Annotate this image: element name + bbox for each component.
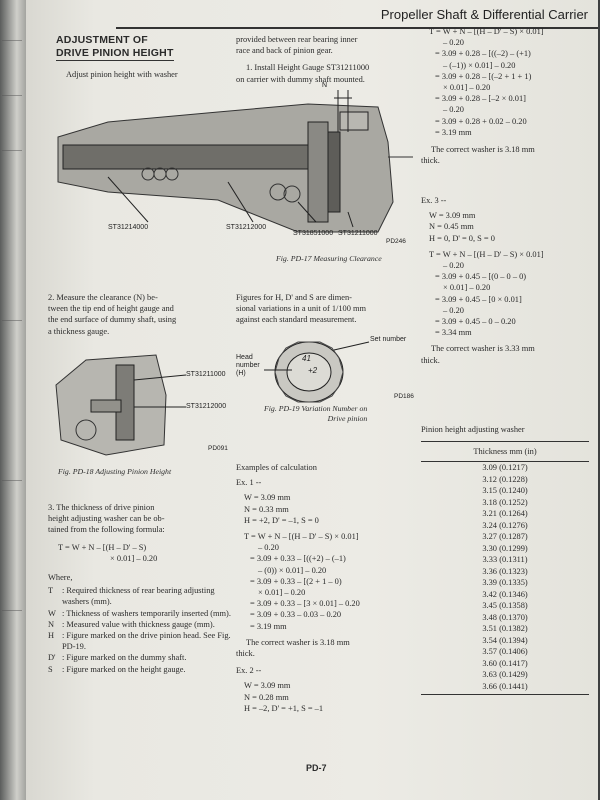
definition-key: W [48, 608, 56, 618]
figure-caption: Fig. PD-18 Adjusting Pinion Height [58, 467, 172, 476]
table-row [421, 474, 589, 486]
text-line: tained from the following formula: [48, 525, 165, 535]
table-header: Thickness mm (in) [421, 442, 589, 462]
label-line: (H) [236, 370, 246, 377]
caption-line: Fig. PD-19 Variation Number on [264, 404, 368, 413]
table-cell: 3.60 (0.1417) [482, 658, 528, 668]
table-cell: 3.48 (0.1370) [482, 612, 528, 622]
table-row [421, 566, 589, 578]
text-line: – (–1)) × 0.01] – 0.20 [443, 60, 516, 70]
washer-rows [421, 462, 589, 692]
table-cell: 3.39 (0.1335) [482, 578, 528, 588]
formula-line: T = W + N – [(H – D' – S) [58, 542, 147, 552]
table-cell: 3.57 (0.1406) [482, 647, 528, 657]
text-line: = 3.09 + 0.33 – [((+2) – (–1) [250, 554, 346, 564]
text-line: = 3.09 + 0.45 – [(0 – 0 – 0) [435, 272, 527, 282]
text-line: T = W + N – [(H – D' – S) × 0.01] [429, 249, 544, 259]
definition-item [48, 664, 238, 675]
text-line: = 3.09 + 0.33 – 0.03 – 0.20 [250, 610, 342, 620]
definition-key: D' [48, 653, 56, 663]
text-line: thick. [236, 649, 255, 659]
text-line: N = 0.28 mm [244, 692, 289, 702]
pinion-number-1: 41 [302, 354, 311, 363]
example-label: Ex. 2 -- [236, 666, 262, 676]
text-line: × 0.01] – 0.20 [258, 588, 306, 598]
table-row [421, 646, 589, 658]
text-line: thick. [421, 355, 440, 365]
header-title: Propeller Shaft & Differential Carrier [380, 7, 588, 22]
text-line: = 3.09 + 0.28 – [((–2) – (+1) [435, 49, 531, 59]
text-line: the end surface of dummy shaft, using [48, 315, 177, 325]
example-2-result [421, 144, 598, 166]
part-label: ST31851000 [293, 230, 334, 237]
table-row [421, 554, 589, 566]
where-label: Where, [48, 573, 73, 583]
text-line: a thickness gauge. [48, 326, 110, 336]
formula-line: × 0.01] – 0.20 [110, 553, 158, 563]
example-label: Ex. 3 -- [421, 196, 447, 205]
text-line: provided between rear bearing inner [236, 35, 358, 44]
table-cell: 3.24 (0.1276) [482, 520, 528, 530]
text-line: race and back of pinion gear. [236, 46, 333, 56]
text-line: The correct washer is 3.18 mm [246, 637, 350, 647]
figure-pd19 [234, 330, 424, 440]
table-row [421, 508, 589, 520]
definition-value: : Required thickness of rear bearing adjusting washers (mm). [62, 586, 215, 607]
table-cell: 3.45 (0.1358) [482, 601, 528, 611]
text-line: = 3.09 + 0.45 – [0 × 0.01] [435, 294, 522, 304]
table-row [421, 520, 589, 532]
table-row [421, 577, 589, 589]
definition-item [48, 619, 238, 630]
section-title-line2: DRIVE PINION HEIGHT [56, 47, 174, 59]
table-cell: 3.36 (0.1323) [482, 566, 528, 576]
text-line: The correct washer is 3.33 mm [431, 344, 535, 354]
table-cell: 3.54 (0.1394) [482, 635, 528, 645]
text-line: = 3.09 + 0.45 – 0 – 0.20 [435, 317, 516, 327]
washer-table [421, 424, 589, 695]
step2-text [48, 292, 238, 337]
text-line: T = W + N – [(H – D' – S) × 0.01] [429, 27, 544, 36]
text-line: W = 3.09 mm [244, 493, 291, 503]
text-line: = 3.19 mm [250, 621, 287, 631]
figure-pd18 [46, 345, 241, 485]
definition-key: T [48, 586, 54, 596]
page-number: PD-7 [306, 763, 327, 773]
definition-item [48, 652, 238, 663]
table-row [421, 485, 589, 497]
text-line: 1. Install Height Gauge ST31211000 [246, 63, 370, 73]
text-line: H = –2, D' = +1, S = –1 [244, 703, 324, 713]
text-line: N = 0.33 mm [244, 504, 289, 514]
examples-section [236, 462, 426, 714]
definition-key: N [48, 619, 55, 629]
intro-text: Adjust pinion height with washer [66, 70, 178, 79]
label-line: Head [236, 354, 253, 361]
table-row [421, 612, 589, 624]
figure-code: PD091 [208, 445, 228, 452]
text-line: Figures for H, D' and S are dimen- [236, 293, 352, 302]
definition-item [48, 630, 238, 652]
text-line: against each standard measurement. [236, 315, 357, 325]
manual-page [26, 0, 598, 800]
text-line: sional variations in a unit of 1/100 mm [236, 304, 367, 314]
table-cell: 3.33 (0.1311) [482, 555, 528, 565]
text-line: – 0.20 [443, 305, 464, 315]
example-label: Ex. 1 -- [236, 478, 262, 488]
figures-text [236, 292, 426, 326]
table-cell: 3.15 (0.1240) [482, 486, 528, 496]
adjacent-page-edge [0, 0, 28, 800]
figure-code: PD186 [394, 393, 414, 400]
col2-top-text [236, 34, 426, 85]
table-row [421, 531, 589, 543]
table-row [421, 462, 589, 474]
set-number-label: Set number [370, 336, 407, 343]
text-line: – 0.20 [258, 543, 279, 553]
label-line: number [236, 362, 260, 369]
part-label: ST31212000 [226, 224, 267, 231]
step3-text [48, 502, 238, 675]
figure-code: PD246 [386, 238, 406, 245]
text-line: height adjusting washer can be ob- [48, 514, 165, 524]
part-label: ST31214000 [108, 224, 149, 231]
table-cell: 3.27 (0.1287) [482, 532, 528, 542]
text-line: = 3.34 mm [435, 328, 472, 338]
examples-title: Examples of calculation [236, 463, 317, 472]
example-3 [421, 195, 598, 366]
text-line: = 3.09 + 0.33 – [(2 + 1 – 0) [250, 576, 342, 586]
example-3-body [421, 210, 598, 366]
table-cell: 3.66 (0.1441) [482, 681, 528, 691]
section-title [56, 34, 174, 61]
text-line: H = +2, D' = –1, S = 0 [244, 515, 319, 525]
text-line: – 0.20 [443, 261, 464, 271]
table-row [421, 658, 589, 670]
head-number-label [236, 354, 260, 378]
table-row [421, 497, 589, 509]
text-line: = 3.09 + 0.28 + 0.02 – 0.20 [435, 116, 527, 126]
example-1 [236, 492, 426, 659]
table-cell: 3.63 (0.1429) [482, 670, 528, 680]
text-line: The correct washer is 3.18 mm [431, 145, 535, 155]
definition-key: S [48, 664, 53, 674]
definition-key: H [48, 631, 55, 641]
text-line: T = W + N – [(H – D' – S) × 0.01] [244, 532, 359, 542]
text-line: H = 0, D' = 0, S = 0 [429, 233, 495, 243]
definition-value: : Thickness of washers temporarily inserted (mm). [62, 608, 231, 618]
table-row [421, 635, 589, 647]
text-line: × 0.01] – 0.20 [443, 83, 491, 93]
table-title: Pinion height adjusting washer [421, 425, 525, 434]
part-label: ST31212000 [186, 403, 227, 410]
table-row [421, 669, 589, 681]
text-line: = 3.09 + 0.28 – [(–2 + 1 + 1) [435, 71, 532, 81]
text-line: thick. [421, 156, 440, 166]
definition-value: : Figure marked on the dummy shaft. [62, 653, 187, 663]
example-2 [236, 680, 426, 714]
section-title-line1: ADJUSTMENT OF [56, 34, 148, 46]
text-line: = 3.09 + 0.33 – [3 × 0.01] – 0.20 [250, 599, 360, 609]
table-cell: 3.51 (0.1382) [482, 624, 528, 634]
text-line: – 0.20 [443, 105, 464, 115]
figure-caption [264, 404, 367, 424]
table-row [421, 543, 589, 555]
table-row [421, 681, 589, 693]
table-cell: 3.09 (0.1217) [482, 463, 528, 473]
text-line: 2. Measure the clearance (N) be- [48, 293, 158, 302]
part-label: ST31211000 [338, 230, 378, 237]
table-cell: 3.18 (0.1252) [482, 497, 528, 507]
part-label: ST31211000 [186, 371, 226, 378]
text-line: 3. The thickness of drive pinion [48, 503, 155, 512]
table-row [421, 589, 589, 601]
n-label: N [322, 82, 328, 89]
table-row [421, 600, 589, 612]
definition-item [48, 585, 238, 607]
table-cell: 3.30 (0.1299) [482, 543, 528, 553]
text-line: W = 3.09 mm [429, 211, 476, 221]
text-line: N = 0.45 mm [429, 222, 474, 232]
example-2-calculation [421, 26, 598, 138]
table-cell: 3.21 (0.1264) [482, 509, 528, 519]
definitions-list [48, 585, 238, 675]
text-line: – (0)) × 0.01] – 0.20 [258, 565, 327, 575]
text-line: – 0.20 [443, 38, 464, 48]
pinion-number-2: +2 [308, 366, 318, 375]
definition-value: : Figure marked on the height gauge. [62, 664, 186, 674]
figure-caption: Fig. PD-17 Measuring Clearance [276, 254, 382, 263]
text-line: on carrier with dummy shaft mounted. [236, 74, 365, 84]
example-2-continued [421, 26, 598, 166]
definition-value: : Figure marked on the drive pinion head. See Fig. PD-19. [62, 631, 231, 652]
table-cell: 3.42 (0.1346) [482, 589, 528, 599]
figure-pd17 [48, 82, 423, 272]
table-cell: 3.12 (0.1228) [482, 474, 528, 484]
text-line: tween the tip end of height gauge and [48, 304, 174, 314]
text-line: = 3.09 + 0.28 – [–2 × 0.01] [435, 94, 526, 104]
definition-item [48, 608, 238, 619]
definition-value: : Measured value with thickness gauge (mm). [62, 619, 215, 629]
caption-line: Drive pinion [327, 414, 368, 423]
table-row [421, 623, 589, 635]
text-line: W = 3.09 mm [244, 681, 291, 691]
text-line: = 3.19 mm [435, 127, 472, 137]
text-line: × 0.01] – 0.20 [443, 283, 491, 293]
